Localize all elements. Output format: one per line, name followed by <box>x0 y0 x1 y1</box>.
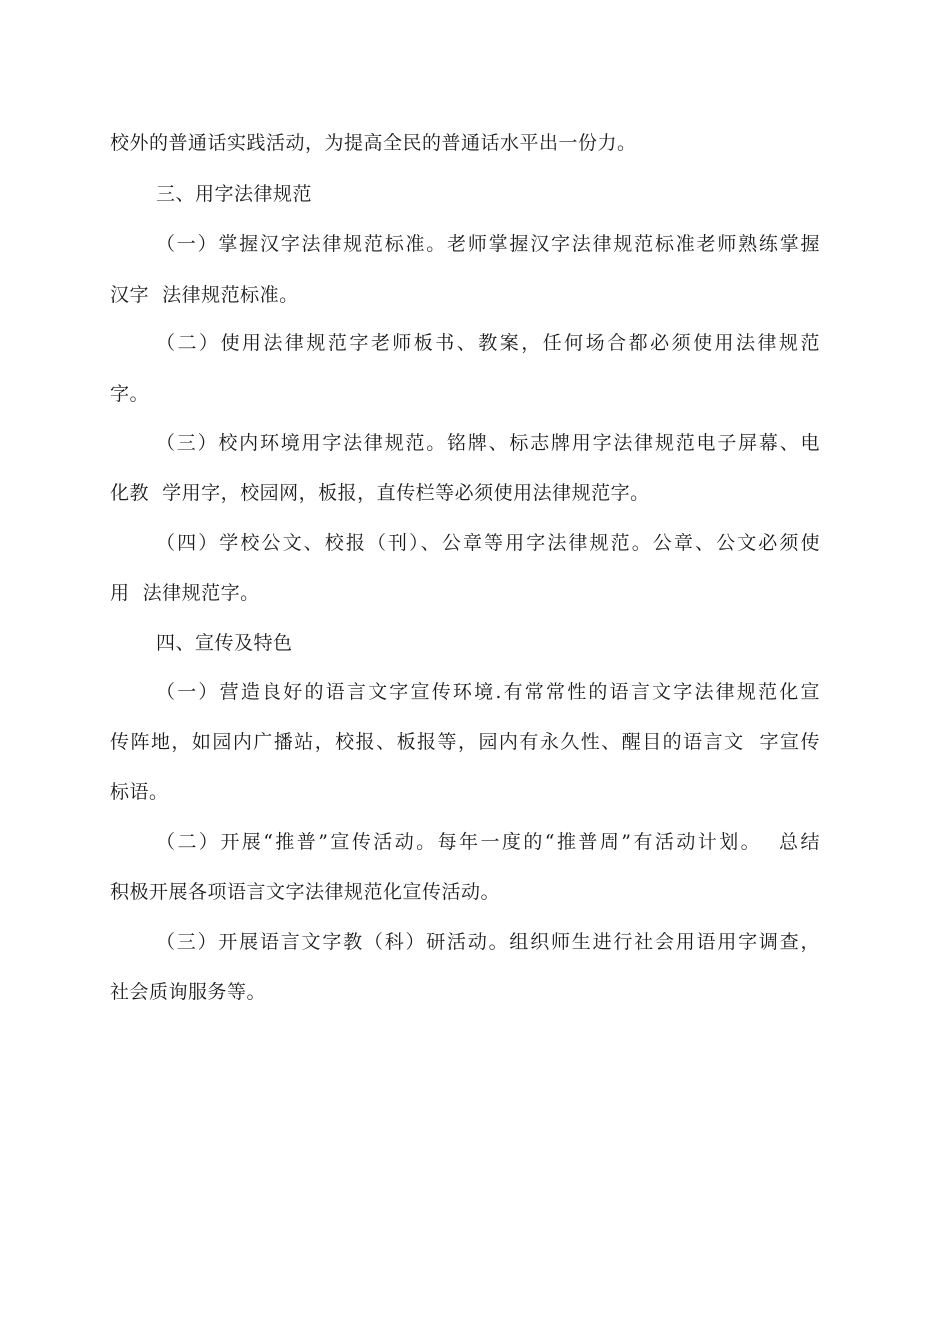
paragraph-line: （二）使用法律规范字老师板书、教案，任何场合都必须使用法律规范 <box>156 332 820 354</box>
paragraph-line: 社会质询服务等。 <box>110 981 267 1003</box>
paragraph-line: 传阵地，如园内广播站，校报、板报等，园内有永久性、醒目的语言文 字宣传 <box>110 731 820 753</box>
paragraph-line: （二）开展“推普”宣传活动。每年一度的“推普周”有活动计划。 总结 <box>156 831 820 853</box>
paragraph-line: 标语。 <box>110 781 169 803</box>
paragraph-line: 校外的普通话实践活动，为提高全民的普通话水平出一份力。 <box>110 132 637 154</box>
paragraph-line: （四）学校公文、校报（刊）、公章等用字法律规范。公章、公文必须使 <box>156 532 820 554</box>
paragraph-line: 字。 <box>110 383 150 405</box>
paragraph-line: 化教 学用字，校园网，板报，直传栏等必须使用法律规范字。 <box>110 482 650 504</box>
paragraph-line: （一）掌握汉字法律规范标准。老师掌握汉字法律规范标准老师熟练掌握 <box>156 233 820 255</box>
paragraph-line: 用 法律规范字。 <box>110 582 260 604</box>
paragraph-line: （三）校内环境用字法律规范。铭牌、标志牌用字法律规范电子屏幕、电 <box>156 432 820 454</box>
section-heading: 三、用字法律规范 <box>156 183 313 205</box>
section-heading: 四、宣传及特色 <box>156 632 293 654</box>
paragraph-line: （三）开展语言文字教（科）研活动。组织师生进行社会用语用字调查， <box>156 931 820 953</box>
paragraph-line: 汉字 法律规范标准。 <box>110 284 299 306</box>
paragraph-line: （一）营造良好的语言文字宣传环境.有常常性的语言文字法律规范化宣 <box>156 681 820 703</box>
paragraph-line: 积极开展各项语言文字法律规范化宣传活动。 <box>110 881 501 903</box>
